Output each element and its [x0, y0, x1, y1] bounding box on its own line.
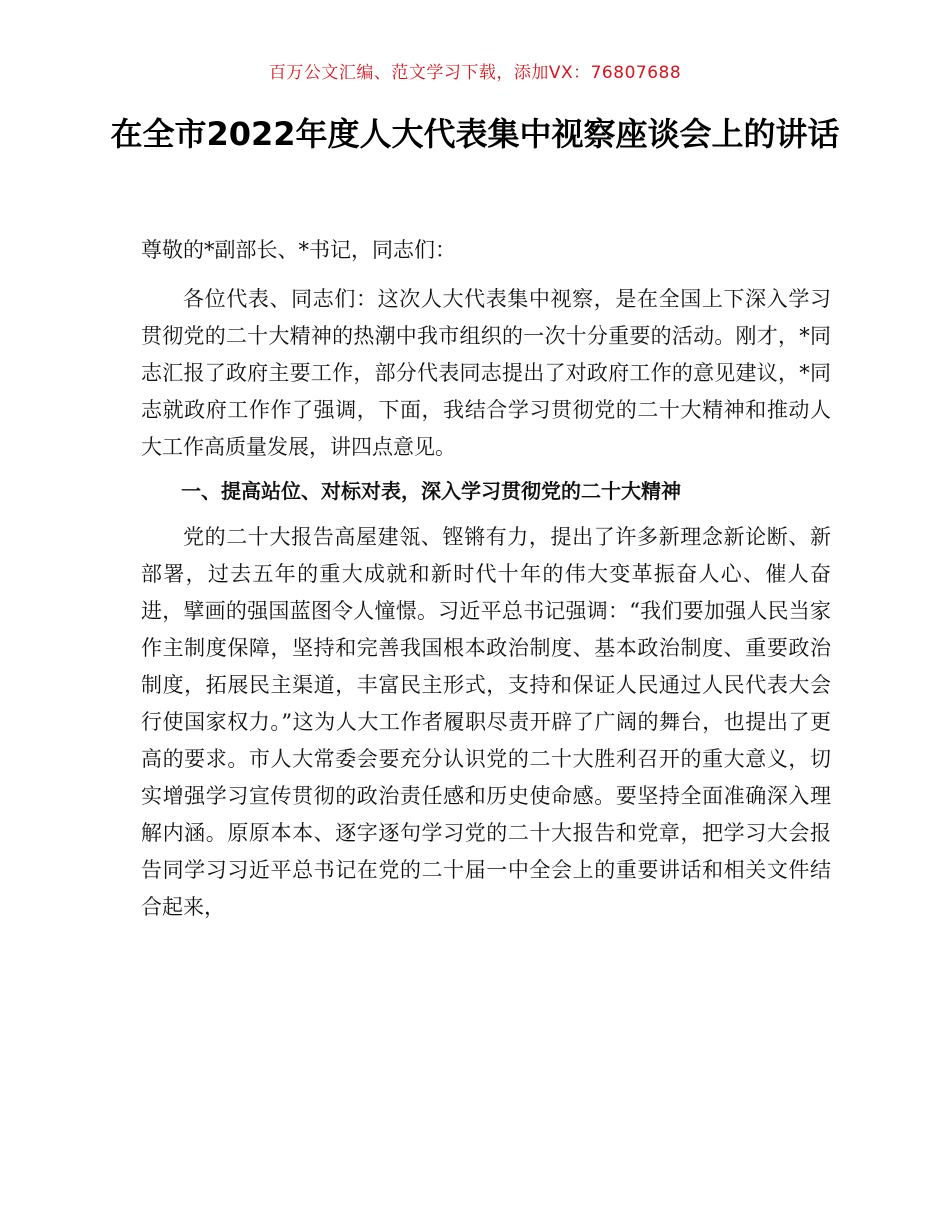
document-title: 在全市2022年度人大代表集中视察座谈会上的讲话 — [110, 115, 840, 153]
section-heading-1: 一、提高站位、对标对表，深入学习贯彻党的二十大精神 — [181, 479, 681, 503]
document-body — [141, 232, 831, 933]
section-paragraph-1: 党的二十大报告高屋建瓴、铿锵有力，提出了许多新理念新论断、新部署，过去五年的重大成就和新时代十年的伟大变革振奋人心、催人奋进，擘画的强国蓝图令人憧憬。习近平总书记强调：“我们要加强人民当家作主制度保障，坚持和完善我国根本政治制度、基本政治制度、重要政治制度，拓展民主渠道，丰富民主形式，支持和保证人民通过人民代表大会行使国家权力。”这为人大工作者履职尽责开辟了广阔的舞台，也提出了更高的要求。市人大常委会要充分认识党的二十大胜利召开的重大意义，切实增强学习宣传贯彻的政治责任感和历史使命感。要坚持全面准确深入理解内涵。原原本本、逐字逐句学习党的二十大报告和党章，把学习大会报告同学习习近平总书记在党的二十届一中全会上的重要讲话和相关文件结合起来， — [141, 525, 831, 919]
salutation: 尊敬的*副部长、*书记，同志们： — [141, 238, 456, 262]
intro-paragraph: 各位代表、同志们：这次人大代表集中视察，是在全国上下深入学习贯彻党的二十大精神的热潮中我市组织的一次十分重要的活动。刚才，*同志汇报了政府主要工作，部分代表同志提出了对政府工作的意见建议，*同志就政府工作作了强调，下面，我结合学习贯彻党的二十大精神和推动人大工作高质量发展，讲四点意见。 — [141, 287, 831, 459]
header-note: 百万公文汇编、范文学习下载，添加VX：76807688 — [268, 63, 682, 83]
